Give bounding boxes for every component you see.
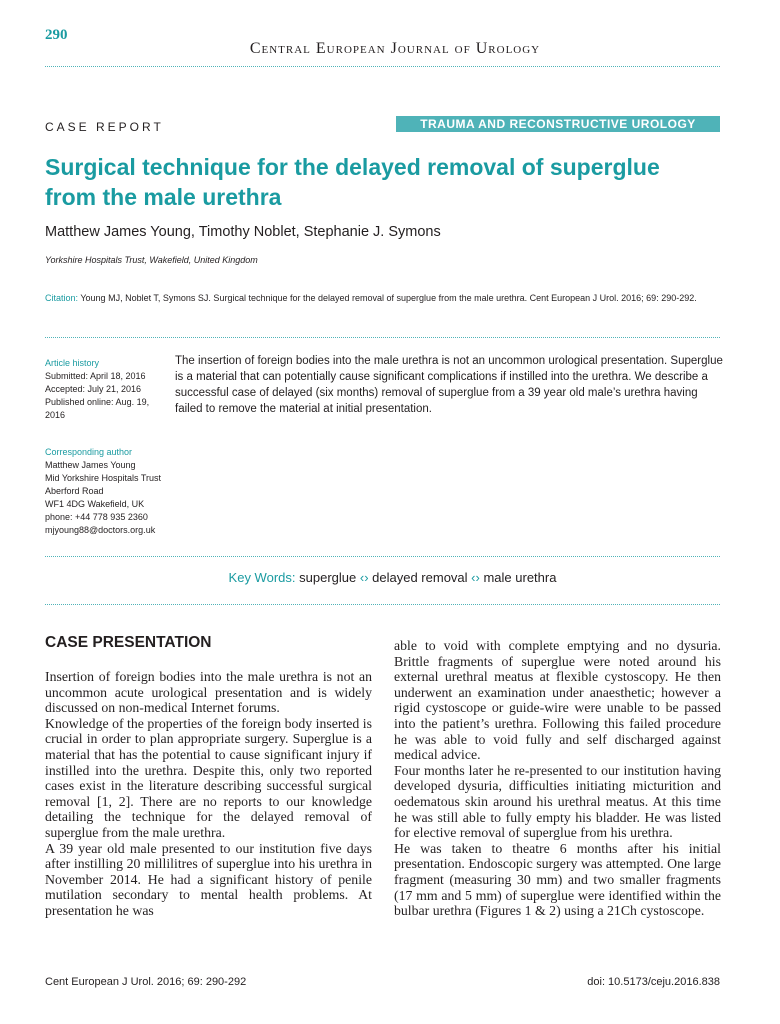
section-heading: CASE PRESENTATION: [45, 634, 212, 651]
history-line: Submitted: April 18, 2016: [45, 371, 146, 381]
keyword-separator: ‹›: [471, 570, 480, 585]
footer-doi: doi: 10.5173/ceju.2016.838: [587, 976, 720, 988]
authors: Matthew James Young, Timothy Noblet, Stephanie J. Symons: [45, 224, 441, 240]
body-column-right: [394, 638, 721, 919]
history-heading: Article history: [45, 358, 100, 368]
section-badge: TRAUMA AND RECONSTRUCTIVE UROLOGY: [396, 116, 720, 132]
keywords-label: Key Words:: [228, 570, 296, 585]
body-paragraph: able to void with complete emptying and no dysuria. Brittle fragments of superglue were noted around his external urethral meatus at flexible cystoscopy. He then underwent an examination under anaesthetic; however a rigid cystoscope or guide-wire were unable to be passed into the patient’s urethra. Following this failed procedure he was able to void fully and self discharged against medical advice.: [394, 638, 721, 763]
history-line: Accepted: July 21, 2016: [45, 384, 142, 394]
abstract: The insertion of foreign bodies into the male urethra is not an uncommon urological presentation. Superglue is a material that can potentially cause significant complications if instilled into the urethra. We describe a successful case of delayed (six months) removal of superglue from a 39 year old male’s urethra having failed to remove the material at initial presentation.: [175, 355, 723, 415]
keywords-bottom-divider: [45, 604, 720, 605]
body-paragraph: Four months later he re-presented to our institution having developed dysuria, difficulties initiating micturition and oedematous skin around his urethral meatus. At this time he was still able to fully empty his bladder. He was listed for elective removal of superglue from his urethra.: [394, 762, 721, 841]
citation-label: Citation:: [45, 293, 79, 303]
corresponding-line: WF1 4DG Wakefield, UK: [45, 499, 145, 509]
corresponding-email: mjyoung88@doctors.org.uk: [45, 525, 156, 535]
corresponding-line: phone: +44 778 935 2360: [45, 512, 148, 522]
body-column-left: [45, 669, 372, 919]
footer-citation: Cent European J Urol. 2016; 69: 290-292: [45, 976, 247, 988]
body-paragraph: Knowledge of the properties of the foreign body inserted is crucial in order to plan appropriate surgery. Superglue is a material that has the potential to cause significant injury if instilled into the urethra. Despite this, only two reported cases exist in the literature describing successful surgical removal [1, 2]. There are no reports to our knowledge detailing the technique for the delayed removal of superglue from the male urethra.: [45, 715, 372, 840]
article-title: [45, 152, 725, 212]
keywords-top-divider: [45, 556, 720, 557]
citation-text: Young MJ, Noblet T, Symons SJ. Surgical technique for the delayed removal of superglue from the male urethra. Cent European J Urol. 2016; 69: 290-292.: [78, 293, 697, 303]
citation: [45, 292, 723, 305]
corresponding-author: [45, 446, 165, 537]
title-line-1: Surgical technique for the delayed removal of superglue: [45, 154, 660, 180]
body-paragraph: He was taken to theatre 6 months after his initial presentation. Endoscopic surgery was attempted. One large fragment (measuring 30 mm) and two smaller fragments (17 mm and 5 mm) of superglue were identified within the bulbar urethra (Figures 1 & 2) using a 21Ch cystoscope.: [394, 840, 721, 919]
affiliation: Yorkshire Hospitals Trust, Wakefield, United Kingdom: [45, 255, 258, 265]
citation-divider: [45, 337, 720, 338]
keywords: [0, 570, 780, 585]
title-line-2: from the male urethra: [45, 184, 282, 210]
corresponding-line: Aberford Road: [45, 486, 104, 496]
corresponding-heading: Corresponding author: [45, 447, 133, 457]
keyword: delayed removal: [372, 570, 468, 585]
page-number: 290: [45, 27, 68, 43]
keyword-separator: ‹›: [359, 570, 369, 585]
keyword: male urethra: [483, 570, 557, 585]
header-divider: [45, 66, 720, 67]
article-type: CASE REPORT: [45, 120, 164, 134]
corresponding-line: Matthew James Young: [45, 460, 136, 470]
history-line: Published online: Aug. 19, 2016: [45, 397, 150, 420]
keyword: superglue: [299, 570, 357, 585]
article-history: [45, 357, 165, 422]
journal-title: Central European Journal of Urology: [249, 40, 541, 57]
corresponding-line: Mid Yorkshire Hospitals Trust: [45, 473, 162, 483]
body-paragraph: Insertion of foreign bodies into the male urethra is not an uncommon acute urological presentation and is widely discussed on non-medical Internet forums.: [45, 669, 372, 716]
body-paragraph: A 39 year old male presented to our institution five days after instilling 20 millilitres of superglue into his urethra in November 2014. He had a significant history of penile mutilation secondary to mental health problems. At presentation he was: [45, 840, 372, 918]
